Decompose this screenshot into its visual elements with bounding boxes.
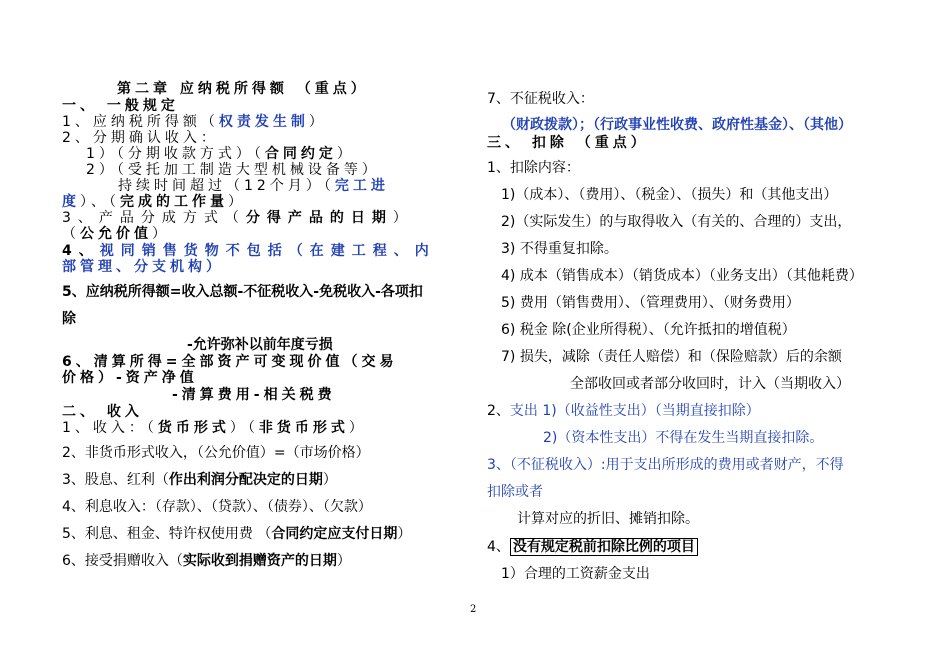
item-5-cont: 除 xyxy=(62,311,76,327)
deduction-4-1: 1）合理的工资薪金支出 xyxy=(501,566,650,582)
item-4: 4、视同销售货物不包括（在建工程、内 xyxy=(62,243,436,259)
income-6: 6、接受捐赠收入（实际收到捐赠资产的日期） xyxy=(62,553,351,569)
deduction-1-5: 5) 费用（销售费用）、（管理费用）、（财务费用） xyxy=(501,295,800,311)
income-1: 1、收入：（货币形式）（非货币形式） xyxy=(62,420,367,436)
deduction-1-3: 3) 不得重复扣除。 xyxy=(501,241,618,257)
item-2-2-duration: 持续时间超过（12个月）（完工进 xyxy=(118,178,389,194)
section-3-heading: 三、 扣除 （重点） xyxy=(487,135,649,151)
item-4-cont: 部管理、分支机构） xyxy=(62,259,224,275)
item-1: 1、应纳税所得额（权责发生制） xyxy=(62,114,327,130)
section-2-heading: 二、 收入 xyxy=(62,404,143,420)
deduction-1-7-cont: 全部收回或者部分收回时，计入（当期收入） xyxy=(570,376,850,392)
income-3: 3、股息、红利（作出利润分配决定的日期） xyxy=(62,472,337,488)
item-5-loss: -允许弥补以前年度亏损 xyxy=(187,337,333,353)
deduction-1: 1、扣除内容： xyxy=(487,160,580,176)
deduction-3: 3、（不征税收入）:用于支出所形成的费用或者财产，不得 xyxy=(487,457,844,473)
section-1-heading: 一、 一般规定 xyxy=(62,98,179,114)
deduction-1-7: 7) 损失，减除（责任人赔偿）和（保险赔款）后的余额 xyxy=(501,349,842,365)
deduction-2: 2、支出 1)（收益性支出）（当期直接扣除） xyxy=(487,403,760,419)
deduction-1-6: 6) 税金 除(企业所得税）、（允许抵扣的增值税） xyxy=(501,322,796,338)
item-3-cont: （公允价值） xyxy=(62,226,170,242)
item-6: 6、清算所得=全部资产可变现价值（交易 xyxy=(62,354,398,370)
deduction-1-1: 1)（成本）、（费用）、（税金）、（损失）和（其他支出） xyxy=(501,187,838,203)
deduction-1-4: 4) 成本（销售成本）（销货成本）（业务支出）（其他耗费） xyxy=(501,268,863,284)
item-2-1: 1）（分期收款方式）（合同约定） xyxy=(86,146,355,162)
item-3: 3、产品分成方式（分得产品的日期） xyxy=(62,210,414,226)
item-2-2-cont: 度）、（完成的工作量） xyxy=(62,194,246,210)
nontax-income-items: （财政拨款）；（行政事业性收费、政府性基金）、（其他） xyxy=(502,117,852,133)
income-5: 5、利息、租金、特许权使用费 （合同约定应支付日期） xyxy=(62,526,412,542)
deduction-2-2: 2)（资本性支出）不得在发生当期直接扣除。 xyxy=(543,430,824,446)
item-6-cont: 价格）-资产净值 xyxy=(62,370,198,386)
item-6-fees: -清算费用-相关税费 xyxy=(172,387,336,403)
item-2-2: 2）（受托加工制造大型机械设备等） xyxy=(86,162,380,178)
deduction-3-depreciation: 计算对应的折旧、摊销扣除。 xyxy=(517,511,699,527)
item-2: 2、分期确认收入： xyxy=(62,130,219,146)
deduction-3-cont: 扣除或者 xyxy=(487,484,543,500)
deduction-1-2: 2)（实际发生）的与取得收入（有关的、合理的）支出， xyxy=(501,214,852,230)
page-number: 2 xyxy=(470,604,477,615)
chapter-title: 第二章 应纳税所得额 （重点） xyxy=(117,81,369,97)
income-4: 4、利息收入：（存款）、（贷款）、（债券）、（欠款） xyxy=(62,499,372,515)
deduction-4: 4、 没有规定税前扣除比例的项目 xyxy=(487,538,698,556)
income-2: 2、非货币形式收入，（公允价值）=（市场价格） xyxy=(62,445,370,461)
item-5: 5、应纳税所得额=收入总额-不征税收入-免税收入-各项扣 xyxy=(62,284,423,300)
nontax-income-heading: 7、不征税收入： xyxy=(487,91,594,107)
